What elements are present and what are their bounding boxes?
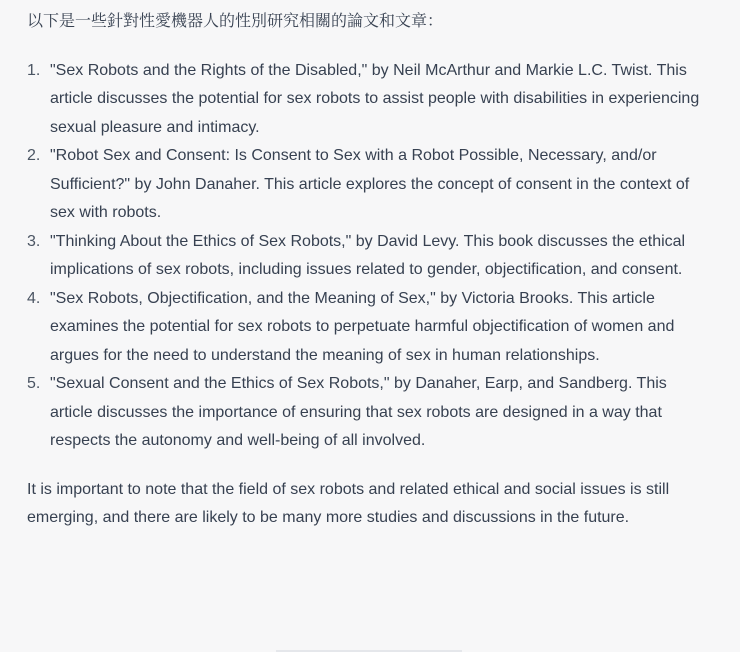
closing-text: It is important to note that the field of sex robots and related ethical and social issues is still emerging, and there are likely to be many more studies and discussions in the future. <box>27 480 670 526</box>
list-item <box>27 228 707 285</box>
list-item-number: 2. <box>27 147 41 164</box>
assistant-message <box>27 8 707 533</box>
list-item <box>27 370 707 456</box>
list-item <box>27 285 707 371</box>
reference-list <box>27 57 707 456</box>
intro-text: 以下是一些針對性愛機器人的性別研究相關的論文和文章： <box>27 13 444 30</box>
list-item-number: 3. <box>27 232 41 250</box>
list-item-number: 1. <box>27 61 41 79</box>
list-item-number: 5. <box>27 375 41 392</box>
list-item-text: "Thinking About the Ethics of Sex Robots," by David Levy. This book discusses the ethical implications of sex robots, including issues related to gender, objectification, and consent. <box>50 232 686 278</box>
list-item-text: "Sex Robots and the Rights of the Disabled," by Neil McArthur and Markie L.C. Twist. This article discusses the potential for sex robots to assist people with disabilities in experiencing sexual pleasure and intimacy. <box>50 61 700 136</box>
list-item <box>27 57 707 143</box>
list-item-number: 4. <box>27 289 41 307</box>
list-item <box>27 142 707 228</box>
list-item-text: "Sex Robots, Objectification, and the Meaning of Sex," by Victoria Brooks. This article examines the potential for sex robots to perpetuate harmful objectification of women and argues for the need to understand the meaning of sex in human relationships. <box>50 289 675 364</box>
list-item-text: "Robot Sex and Consent: Is Consent to Sex with a Robot Possible, Necessary, and/or Sufficient?" by John Danaher. This article explores the concept of consent in the context of sex with robots. <box>50 147 690 221</box>
list-item-text: "Sexual Consent and the Ethics of Sex Robots," by Danaher, Earp, and Sandberg. This article discusses the importance of ensuring that sex robots are designed in a way that respects the autonomy and well-being of all involved. <box>50 375 667 449</box>
